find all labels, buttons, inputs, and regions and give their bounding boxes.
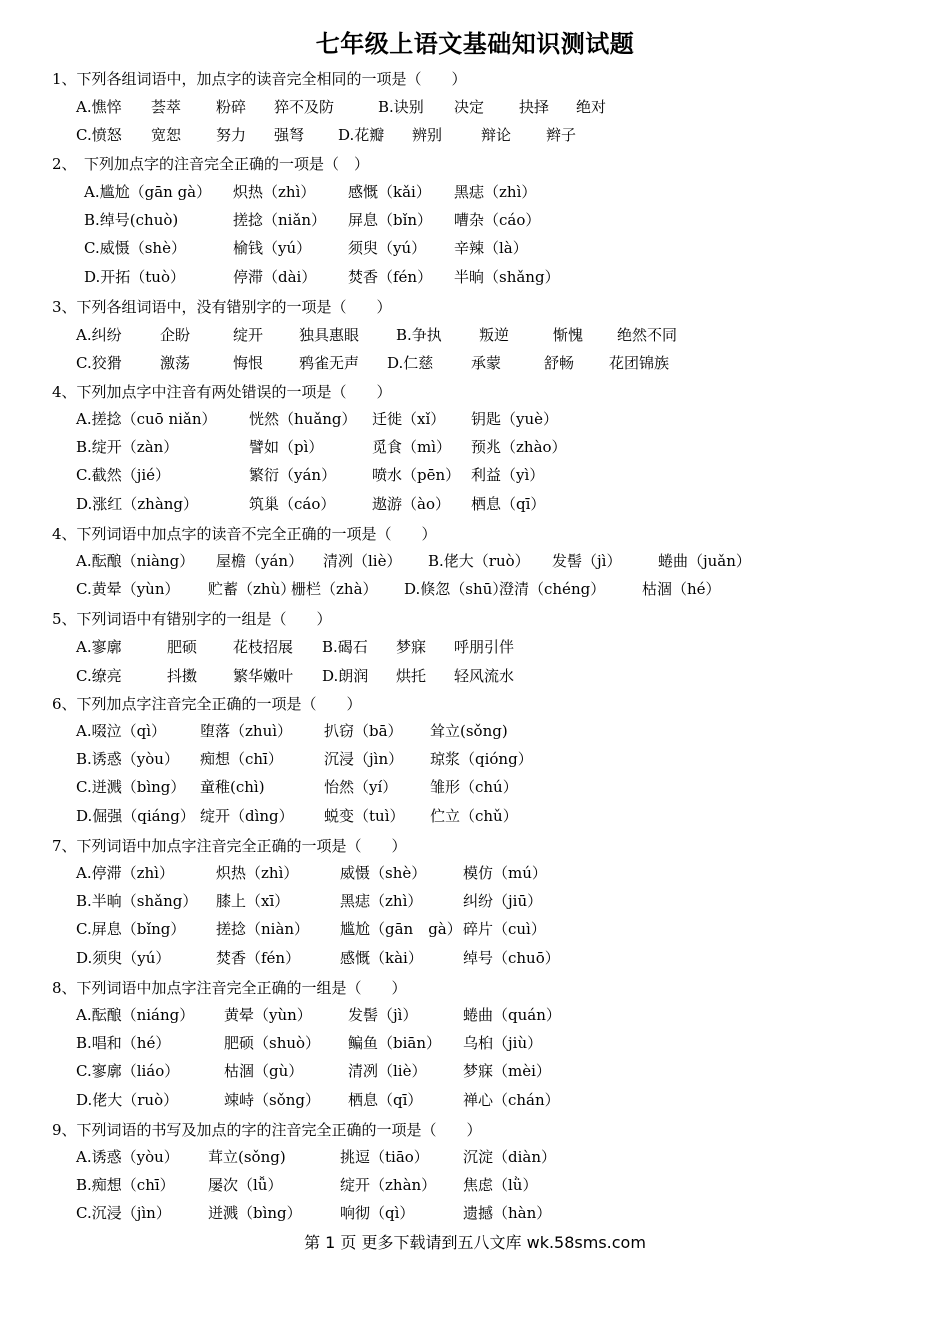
option-item: 辨别 <box>412 126 443 144</box>
option-item: 沉浸（jìn） <box>324 750 404 768</box>
option-item: B.诀别 <box>378 98 424 116</box>
option-item: 绽开（zhàn） <box>340 1176 437 1194</box>
option-item: 抉择 <box>519 98 550 116</box>
option-item: C.缭亮 <box>76 667 122 685</box>
question-stem: 4、下列词语中加点字的读音不完全正确的一项是（ ） <box>52 525 437 543</box>
option-item: 繁华嫩叶 <box>233 667 294 685</box>
page-footer: 第 1 页 更多下载请到五八文库 wk.58sms.com <box>304 1233 646 1252</box>
option-item: B.佬大（ruò） <box>428 552 530 570</box>
option-item: 肥硕（shuò） <box>224 1034 321 1052</box>
option-item: 耸立(sǒng) <box>430 722 508 740</box>
option-item: C.截然（jié） <box>76 466 171 484</box>
option-item: A.寥廓 <box>76 638 122 656</box>
option-item: 决定 <box>454 98 485 116</box>
option-item: A.啜泣（qì） <box>76 722 167 740</box>
option-item: 鸦雀无声 <box>299 354 360 372</box>
option-item: 屋檐（yán） <box>216 552 304 570</box>
option-item: 纠纷（jiū） <box>463 892 543 910</box>
option-item: 辫子 <box>546 126 577 144</box>
option-item: 辩论 <box>481 126 512 144</box>
option-item: A.纠纷 <box>76 326 122 344</box>
option-item: 半晌（shǎng） <box>454 268 560 286</box>
option-item: A.憔悴 <box>76 98 122 116</box>
option-item: 预兆（zhào） <box>471 438 567 456</box>
option-item: 利益（yì） <box>471 466 545 484</box>
option-item: 迁徙（xǐ） <box>372 410 446 428</box>
option-item: A.尴尬（gān gà） <box>84 183 212 201</box>
option-item: D.仁慈 <box>387 354 434 372</box>
option-item: 栖息（qī） <box>348 1091 423 1109</box>
option-item: D.开拓（tuò） <box>84 268 185 286</box>
option-item: 觅食（mì） <box>372 438 452 456</box>
option-item: 炽热（zhì） <box>216 864 299 882</box>
option-item: 琼浆（qióng） <box>430 750 533 768</box>
option-item: 辛辣（là） <box>454 239 528 257</box>
option-item: 枯涸（hé） <box>642 580 721 598</box>
option-item: 肥硕 <box>167 638 198 656</box>
option-item: 焚香（fén） <box>348 268 433 286</box>
option-item: C.愤怒 <box>76 126 122 144</box>
question-stem: 9、下列词语的书写及加点的字的注音完全正确的一项是（ ） <box>52 1121 482 1139</box>
option-item: B.碣石 <box>322 638 368 656</box>
option-item: 怡然（yí） <box>324 778 398 796</box>
option-item: C.威慑（shè） <box>84 239 186 257</box>
option-item: 梦寐（mèi） <box>463 1062 551 1080</box>
option-item: A.搓捻（cuō niǎn） <box>76 410 217 428</box>
option-item: 枯涸（gù） <box>224 1062 304 1080</box>
option-item: 响彻（qì） <box>340 1204 415 1222</box>
option-item: A.酝酿（niàng） <box>76 552 195 570</box>
option-item: 炽热（zhì） <box>233 183 316 201</box>
option-item: B.唱和（hé） <box>76 1034 171 1052</box>
option-item: 屏息（bǐn） <box>348 211 433 229</box>
option-item: 绰号（chuō） <box>463 949 560 967</box>
option-item: 茸立(sǒng) <box>208 1148 286 1166</box>
option-item: C.迸溅（bìng） <box>76 778 186 796</box>
option-item: 承蒙 <box>471 354 502 372</box>
option-item: D.花瓣 <box>338 126 385 144</box>
option-item: 扒窃（bā） <box>324 722 403 740</box>
option-item: 须臾（yú） <box>348 239 427 257</box>
option-item: 遗撼（hàn） <box>463 1204 552 1222</box>
option-item: 绝然不同 <box>617 326 678 344</box>
option-item: 发髻（jì） <box>552 552 622 570</box>
option-item: 澄清（chéng） <box>499 580 606 598</box>
option-item: 蜕变（tuì） <box>324 807 405 825</box>
option-item: 轻风流水 <box>454 667 515 685</box>
option-item: 抖擞 <box>167 667 198 685</box>
question-stem: 8、下列词语中加点字注音完全正确的一组是（ ） <box>52 979 407 997</box>
option-item: 喷水（pēn） <box>372 466 461 484</box>
option-item: 惭愧 <box>553 326 584 344</box>
option-item: 感慨（kài） <box>340 949 423 967</box>
option-item: 蜷曲（quán） <box>463 1006 561 1024</box>
question-stem: 5、下列词语中有错别字的一组是（ ） <box>52 610 332 628</box>
option-item: 花枝招展 <box>233 638 294 656</box>
option-item: B.争执 <box>396 326 442 344</box>
option-item: D.涨红（zhàng） <box>76 495 199 513</box>
option-item: 荟萃 <box>151 98 182 116</box>
option-item: 譬如（pì） <box>249 438 324 456</box>
option-item: 膝上（xī） <box>216 892 290 910</box>
option-item: B.绽开（zàn） <box>76 438 179 456</box>
question-stem: 7、下列词语中加点字注音完全正确的一项是（ ） <box>52 837 407 855</box>
option-item: C.沉浸（jìn） <box>76 1204 171 1222</box>
option-item: A.诱惑（yòu） <box>76 1148 179 1166</box>
option-item: 黄晕（yùn） <box>224 1006 312 1024</box>
option-item: 尴尬（gān gà） <box>340 920 462 938</box>
option-item: C.屏息（bǐng） <box>76 920 186 938</box>
option-item: D.须臾（yú） <box>76 949 171 967</box>
option-item: 迸溅（bìng） <box>208 1204 302 1222</box>
option-item: 梦寐 <box>396 638 427 656</box>
option-item: 伫立（chǔ） <box>430 807 518 825</box>
option-item: 乌桕（jiù） <box>463 1034 543 1052</box>
option-item: 搓捻（niàn） <box>216 920 310 938</box>
option-item: D.倏忽（shū） <box>404 580 508 598</box>
option-item: 钥匙（yuè） <box>471 410 559 428</box>
option-item: 清冽（liè） <box>348 1062 427 1080</box>
question-stem: 6、下列加点字注音完全正确的一项是（ ） <box>52 695 362 713</box>
option-item: B.绰号(chuò) <box>84 211 179 229</box>
option-item: 烘托 <box>396 667 427 685</box>
option-item: 恍然（huǎng） <box>249 410 357 428</box>
option-item: 绽开 <box>233 326 264 344</box>
option-item: 威慑（shè） <box>340 864 427 882</box>
option-item: 遨游（ào） <box>372 495 450 513</box>
option-item: 痴想（chī） <box>200 750 283 768</box>
option-item: 屡次（lǚ） <box>208 1176 283 1194</box>
option-item: 企盼 <box>160 326 191 344</box>
option-item: 绽开（dìng） <box>200 807 294 825</box>
option-item: 舒畅 <box>544 354 575 372</box>
option-item: 粉碎 <box>216 98 247 116</box>
option-item: 蜷曲（juǎn） <box>658 552 751 570</box>
option-item: 碎片（cuì） <box>463 920 546 938</box>
option-item: 停滞（dài） <box>233 268 317 286</box>
option-item: 猝不及防 <box>274 98 335 116</box>
option-item: 榆钱（yú） <box>233 239 312 257</box>
option-item: 努力 <box>216 126 247 144</box>
option-item: 嘈杂（cáo） <box>454 211 541 229</box>
option-item: 筑巢（cáo） <box>249 495 336 513</box>
option-item: C.寥廓（liáo） <box>76 1062 180 1080</box>
option-item: A.酝酿（niáng） <box>76 1006 195 1024</box>
option-item: 禅心（chán） <box>463 1091 560 1109</box>
option-item: C.狡猾 <box>76 354 122 372</box>
option-item: 宽恕 <box>151 126 182 144</box>
option-item: 贮蓄（zhù） <box>208 580 296 598</box>
option-item: D.倔强（qiáng） <box>76 807 195 825</box>
question-stem: 2、 下列加点字的注音完全正确的一项是（ ） <box>52 155 370 173</box>
option-item: B.半晌（shǎng） <box>76 892 198 910</box>
option-item: A.停滞（zhì） <box>76 864 174 882</box>
option-item: B.诱惑（yòu） <box>76 750 179 768</box>
option-item: 沉淀（diàn） <box>463 1148 557 1166</box>
option-item: 花团锦族 <box>609 354 670 372</box>
question-stem: 4、下列加点字中注音有两处错误的一项是（ ） <box>52 383 392 401</box>
option-item: B.痴想（chī） <box>76 1176 175 1194</box>
option-item: 黑痣（zhì） <box>454 183 537 201</box>
option-item: 栅栏（zhà） <box>291 580 378 598</box>
option-item: 清冽（liè） <box>323 552 402 570</box>
option-item: D.朗润 <box>322 667 369 685</box>
option-item: 绝对 <box>576 98 607 116</box>
option-item: D.佬大（ruò） <box>76 1091 179 1109</box>
option-item: 悔恨 <box>233 354 264 372</box>
option-item: 激荡 <box>160 354 191 372</box>
option-item: C.黄晕（yùn） <box>76 580 180 598</box>
option-item: 繁衍（yán） <box>249 466 337 484</box>
option-item: 雏形（chú） <box>430 778 518 796</box>
option-item: 鳊鱼（biān） <box>348 1034 442 1052</box>
option-item: 感慨（kǎi） <box>348 183 431 201</box>
option-item: 竦峙（sǒng） <box>224 1091 320 1109</box>
option-item: 焦虑（lǜ） <box>463 1176 538 1194</box>
option-item: 搓捻（niǎn） <box>233 211 327 229</box>
question-stem: 1、下列各组词语中，加点字的读音完全相同的一项是（ ） <box>52 70 467 88</box>
option-item: 堕落（zhuì） <box>200 722 293 740</box>
option-item: 挑逗（tiāo） <box>340 1148 429 1166</box>
option-item: 叛逆 <box>479 326 510 344</box>
option-item: 焚香（fén） <box>216 949 301 967</box>
page-title: 七年级上语文基础知识测试题 <box>315 30 635 58</box>
option-item: 模仿（mú） <box>463 864 547 882</box>
option-item: 强弩 <box>274 126 305 144</box>
option-item: 童稚(chì) <box>200 778 265 796</box>
option-item: 呼朋引伴 <box>454 638 515 656</box>
option-item: 独具惠眼 <box>299 326 360 344</box>
question-stem: 3、下列各组词语中，没有错别字的一项是（ ） <box>52 298 392 316</box>
option-item: 发髻（jì） <box>348 1006 418 1024</box>
option-item: 黑痣（zhì） <box>340 892 423 910</box>
option-item: 栖息（qī） <box>471 495 546 513</box>
